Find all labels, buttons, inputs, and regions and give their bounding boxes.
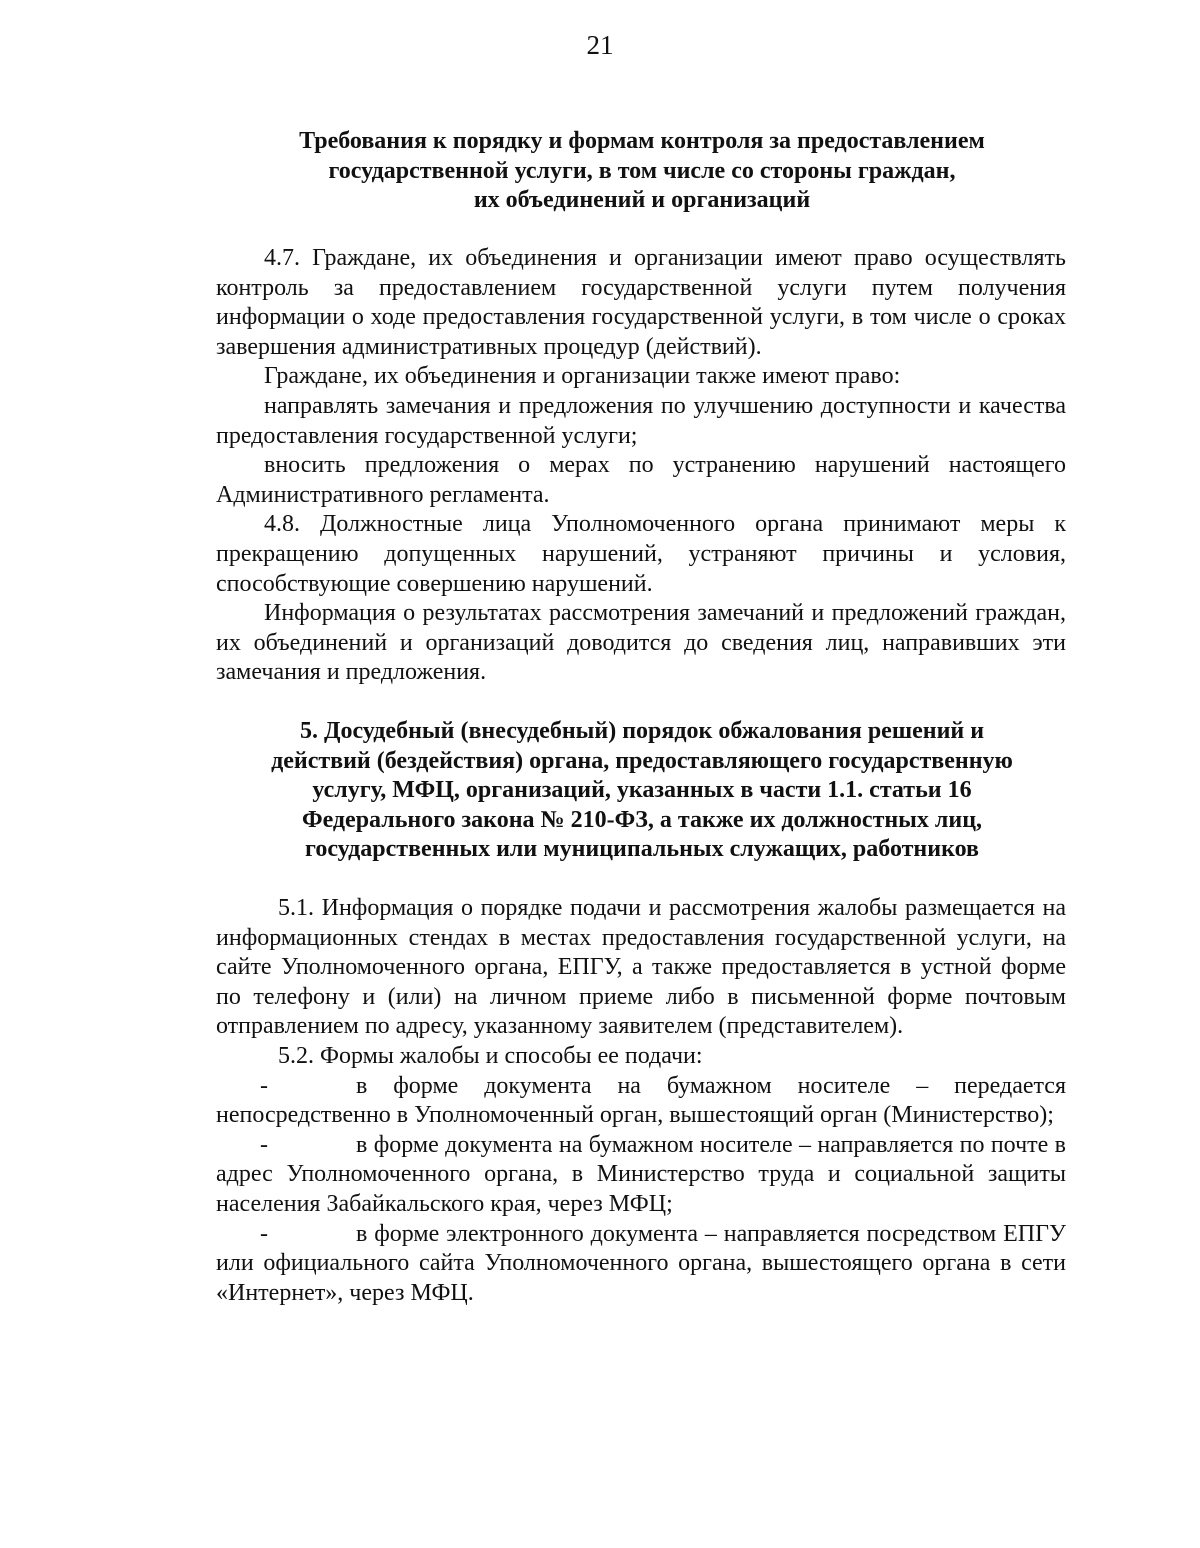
list-item: [216, 1072, 1066, 1131]
heading-line: действий (бездействия) органа, предоставляющего государственную: [271, 747, 1013, 774]
list-item-text: в форме электронного документа – направляется посредством ЕПГУ или официального сайта Уполномоченного органа, вышестоящего органа в сети «Интернет», через МФЦ.: [216, 1220, 1066, 1306]
list-item: [216, 1131, 1066, 1220]
heading-line: государственной услуги, в том числе со стороны граждан,: [328, 157, 956, 184]
heading-line: Требования к порядку и формам контроля за предоставлением: [299, 128, 985, 154]
paragraph-5-2: 5.2. Формы жалобы и способы ее подачи:: [278, 1042, 703, 1069]
heading-line: 5. Досудебный (внесудебный) порядок обжалования решений и: [299, 718, 985, 744]
section-5-body: [216, 894, 1066, 1308]
section-4-heading: [216, 127, 1068, 216]
heading-line: услугу, МФЦ, организаций, указанных в части 1.1. статьи 16: [312, 777, 972, 803]
paragraph-right-remarks: направлять замечания и предложения по улучшению доступности и качества предоставления государственной услуги;: [216, 392, 1066, 449]
section-5-heading: [216, 717, 1068, 865]
heading-line: их объединений и организаций: [473, 187, 811, 213]
heading-line: государственных или муниципальных служащих, работников: [305, 836, 979, 862]
list-item: [216, 1220, 1066, 1309]
paragraph-right-proposals: вносить предложения о мерах по устранению нарушений настоящего Административного регламента.: [216, 452, 1066, 508]
paragraph-5-1: 5.1. Информация о порядке подачи и рассмотрения жалобы размещается на информационных стендах в местах предоставления государственной услуги, на сайте Уполномоченного органа, ЕПГУ, а также предоставляется в устной форме по телефону и (или) на личном приеме либо в письменной форме почтовым отправлением по адресу, указанному заявителем (представителем).: [216, 895, 1066, 1040]
paragraph-results-info: Информация о результатах рассмотрения замечаний и предложений граждан, их объединений и организаций доводится до сведения лиц, направивших эти замечания и предложения.: [216, 600, 1066, 686]
paragraph-rights-intro: Граждане, их объединения и организации также имеют право:: [264, 363, 901, 390]
paragraph-4-7: 4.7. Граждане, их объединения и организации имеют право осуществлять контроль за предоставлением государственной услуги путем получения информации о ходе предоставления государственной услуги, в том числе о сроках завершения административных процедур (действий).: [216, 245, 1066, 360]
dash-marker: -: [260, 1072, 268, 1099]
list-item-text: в форме документа на бумажном носителе – направляется по почте в адрес Уполномоченного органа, в Министерство труда и социальной защиты населения Забайкальского края, через МФЦ;: [216, 1131, 1066, 1217]
dash-marker: -: [260, 1131, 268, 1158]
paragraph-4-8: 4.8. Должностные лица Уполномоченного органа принимают меры к прекращению допущенных нарушений, устраняют причины и условия, способствующие совершению нарушений.: [216, 511, 1066, 597]
dash-marker: -: [260, 1220, 268, 1247]
heading-line: Федерального закона № 210-ФЗ, а также их должностных лиц,: [301, 806, 983, 833]
section-4-body: [216, 244, 1066, 688]
list-item-text: в форме документа на бумажном носителе – передается непосредственно в Уполномоченный орган, вышестоящий орган (Министерство);: [216, 1072, 1066, 1129]
page-number: 21: [586, 30, 614, 60]
